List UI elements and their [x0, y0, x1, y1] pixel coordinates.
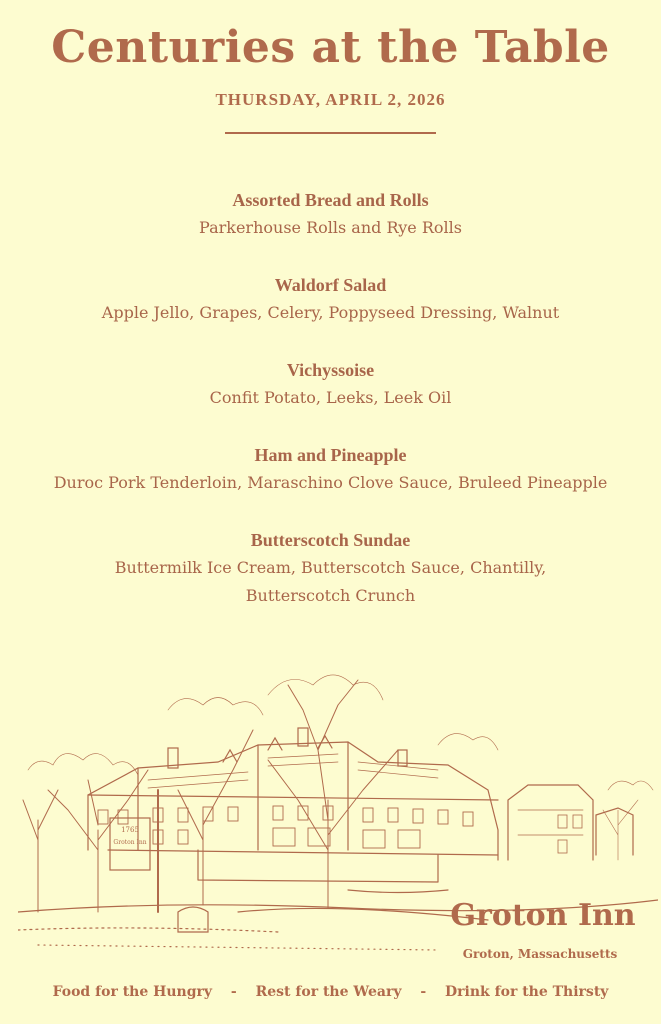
- course-name: Vichyssoise: [286, 360, 375, 380]
- sign-year: 1765: [121, 826, 139, 834]
- menu-course: [0, 271, 661, 327]
- course-name: Ham and Pineapple: [254, 445, 407, 465]
- page-title: Centuries at the Table: [51, 22, 610, 73]
- sign-text: Groton Inn: [113, 839, 147, 846]
- inn-name: Groton Inn: [450, 898, 636, 933]
- menu-course: [0, 441, 661, 497]
- motto-rest: Rest for the Weary: [255, 984, 402, 1000]
- motto-separator: -: [230, 984, 237, 1000]
- course-name: Assorted Bread and Rolls: [232, 190, 429, 210]
- menu-course: [0, 186, 661, 242]
- motto-food: Food for the Hungry: [52, 984, 213, 1000]
- title-divider: [225, 132, 436, 134]
- course-name: Waldorf Salad: [274, 275, 387, 295]
- menu-list: [0, 186, 661, 639]
- event-date: THURSDAY, APRIL 2, 2026: [215, 90, 446, 109]
- course-description: Parkerhouse Rolls and Rye Rolls: [199, 218, 462, 237]
- menu-course: [0, 526, 661, 610]
- motto-line: [0, 984, 661, 1000]
- motto-separator: -: [420, 984, 427, 1000]
- menu-course: [0, 356, 661, 412]
- course-description: Confit Potato, Leeks, Leek Oil: [209, 388, 452, 407]
- inn-location: Groton, Massachusetts: [462, 947, 618, 961]
- course-description: Apple Jello, Grapes, Celery, Poppyseed Dressing, Walnut: [101, 303, 560, 322]
- course-name: Butterscotch Sundae: [250, 530, 411, 550]
- course-description: Buttermilk Ice Cream, Butterscotch Sauce, Chantilly, Butterscotch Crunch: [114, 558, 547, 605]
- course-description: Duroc Pork Tenderloin, Maraschino Clove Sauce, Bruleed Pineapple: [53, 473, 608, 492]
- motto-drink: Drink for the Thirsty: [445, 984, 609, 1000]
